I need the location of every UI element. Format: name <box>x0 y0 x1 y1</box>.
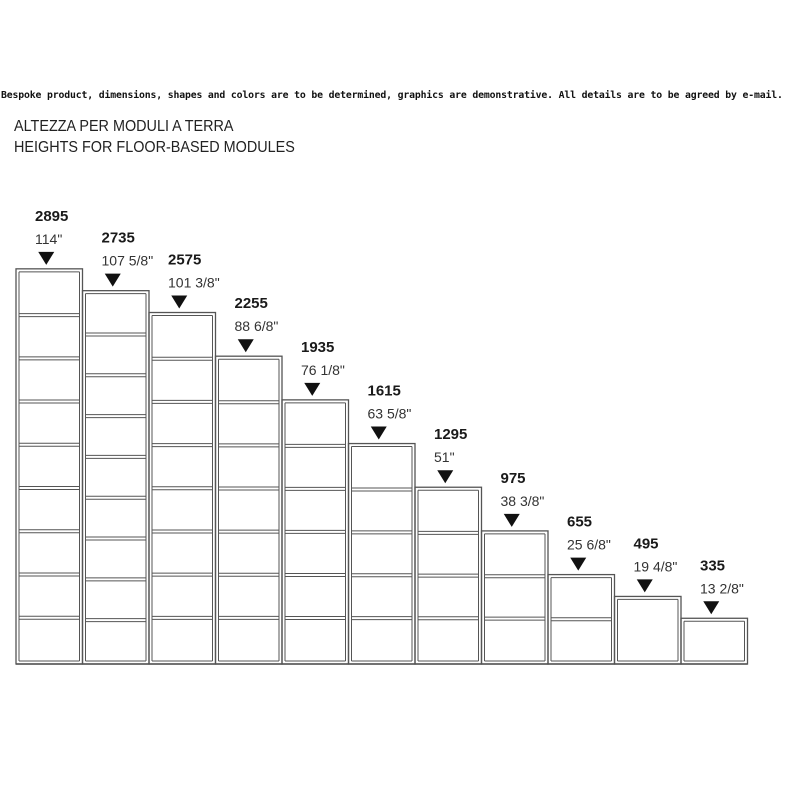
height-inches-label: 63 5/8" <box>367 405 412 422</box>
height-mm-label: 1935 <box>301 338 335 356</box>
module-335 <box>681 618 748 664</box>
module-frame <box>615 596 682 664</box>
module-frame <box>83 291 150 664</box>
height-inches-label: 19 4/8" <box>633 558 678 575</box>
module-frame <box>282 400 349 664</box>
height-arrow-icon <box>637 579 653 592</box>
height-mm-label: 655 <box>567 513 593 531</box>
module-2575 <box>149 313 216 664</box>
height-inches-label: 51" <box>434 449 455 466</box>
module-frame <box>349 444 416 664</box>
height-mm-label: 335 <box>700 557 726 575</box>
module-frame <box>681 618 748 664</box>
height-arrow-icon <box>238 339 254 352</box>
height-mm-label: 2255 <box>234 295 268 313</box>
module-frame <box>482 531 549 664</box>
height-inches-label: 38 3/8" <box>500 492 545 509</box>
module-2735 <box>83 291 150 664</box>
height-arrow-icon <box>570 558 586 571</box>
height-mm-label: 495 <box>633 535 659 553</box>
module-1295 <box>415 487 482 664</box>
module-1615 <box>349 444 416 664</box>
height-arrow-icon <box>437 470 453 483</box>
module-frame <box>149 313 216 664</box>
height-inches-label: 107 5/8" <box>101 252 154 269</box>
module-frame <box>16 269 83 664</box>
height-mm-label: 2735 <box>101 229 135 247</box>
module-frame <box>216 356 283 664</box>
module-frame <box>548 575 615 664</box>
height-mm-label: 2575 <box>168 251 202 269</box>
height-arrow-icon <box>105 274 121 287</box>
height-arrow-icon <box>38 252 54 265</box>
height-inches-label: 114" <box>35 230 63 247</box>
height-mm-label: 1295 <box>434 426 468 444</box>
height-arrow-icon <box>371 427 387 440</box>
module-2895 <box>16 269 83 664</box>
height-mm-label: 1615 <box>367 382 401 400</box>
title-english: HEIGHTS FOR FLOOR-BASED MODULES <box>14 139 295 156</box>
height-inches-label: 25 6/8" <box>567 536 611 553</box>
module-655 <box>548 575 615 664</box>
height-arrow-icon <box>171 296 187 309</box>
module-frame <box>415 487 482 664</box>
module-495 <box>615 596 682 664</box>
height-inches-label: 76 1/8" <box>301 361 345 378</box>
disclaimer-text: Bespoke product, dimensions, shapes and colors are to be determined, graphics are demonstrative. All details are to be agreed by e-mail. <box>1 90 783 101</box>
height-inches-label: 88 6/8" <box>234 318 279 335</box>
height-inches-label: 13 2/8" <box>700 580 744 597</box>
height-arrow-icon <box>504 514 520 527</box>
height-inches-label: 101 3/8" <box>168 274 220 291</box>
height-mm-label: 2895 <box>35 207 69 225</box>
height-arrow-icon <box>304 383 320 396</box>
height-mm-label: 975 <box>500 469 526 487</box>
height-arrow-icon <box>703 601 719 614</box>
module-2255 <box>216 356 283 664</box>
module-1935 <box>282 400 349 664</box>
module-975 <box>482 531 549 664</box>
title-italian: ALTEZZA PER MODULI A TERRA <box>14 118 234 135</box>
